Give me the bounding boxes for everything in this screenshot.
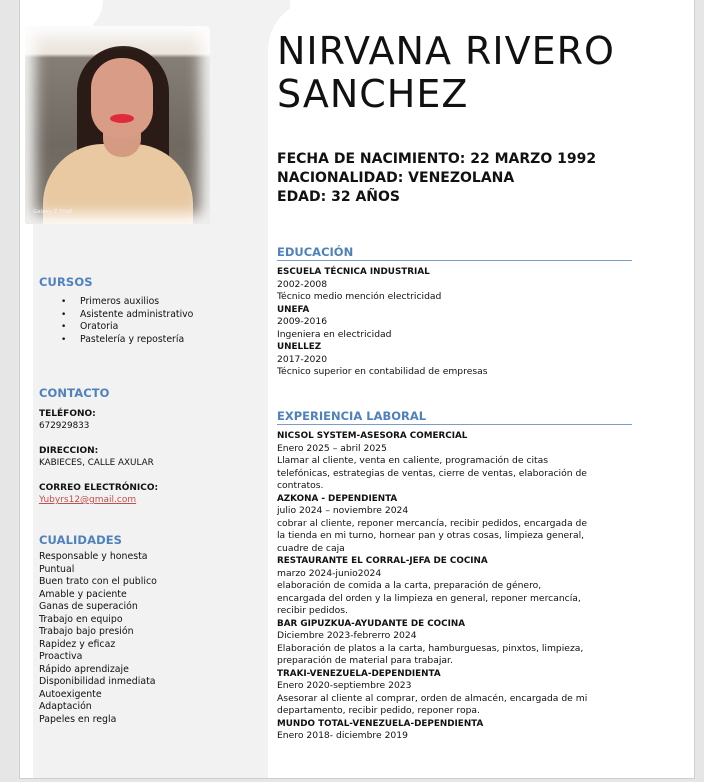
qualities-list <box>39 551 157 726</box>
list-item: • Pastelería y repostería <box>0 334 193 347</box>
job-description: contratos. <box>277 480 324 491</box>
job-period: Enero 2020-septiembre 2023 <box>277 680 412 691</box>
birth-date: FECHA DE NACIMIENTO: 22 MARZO 1992 <box>277 151 597 167</box>
section-heading: CUALIDADES <box>39 533 123 547</box>
section-heading: CURSOS <box>39 275 93 289</box>
job-description: elaboración de comida a la carta, preparación de género, <box>277 580 542 591</box>
job-period: Diciembre 2023-febrerro 2024 <box>277 630 417 641</box>
phone-value: 672929833 <box>39 421 90 431</box>
job-description: Asesorar al cliente al comprar, orden de almacén, encargada de mi <box>277 692 588 704</box>
experience-entry <box>277 430 632 493</box>
job-description: encargada del orden y la limpieza en general, reponer mercancía, <box>277 592 581 604</box>
list-item: • Oratoria <box>0 321 193 334</box>
degree: Ingeniera en electricidad <box>277 328 392 340</box>
job-period: Enero 2025 – abril 2025 <box>277 442 387 454</box>
school-name: UNELLEZ <box>277 342 322 352</box>
job-description: cobrar al cliente, reponer mercancía, recibir pedidos, encargada de <box>277 517 588 529</box>
job-title: MUNDO TOTAL-VENEZUELA-DEPENDIENTA <box>277 718 484 729</box>
school-name: ESCUELA TÉCNICA INDUSTRIAL <box>277 267 430 277</box>
job-description: recibir pedidos. <box>277 605 348 616</box>
job-description: telefónicas, estrategias de ventas, cierre de ventas, elaboración de <box>277 467 587 479</box>
list-item: Disponibilidad inmediata <box>39 676 156 687</box>
job-description: Elaboración de platos a la carta, hamburguesas, pinxtos, limpieza, <box>277 642 584 654</box>
years: 2002-2008 <box>277 278 328 290</box>
experience-entry <box>277 718 632 743</box>
job-period: julio 2024 – noviembre 2024 <box>277 505 409 516</box>
school-name: UNEFA <box>277 304 310 315</box>
list-item: Adaptación <box>39 701 92 712</box>
experience-entry <box>277 493 632 556</box>
job-description: preparación de material para trabajar. <box>277 655 453 666</box>
job-title: NICSOL SYSTEM-ASESORA COMERCIAL <box>277 431 468 441</box>
job-title: AZKONA - DEPENDIENTA <box>277 493 398 504</box>
education-entry <box>277 304 632 342</box>
list-item: Proactiva <box>39 651 83 662</box>
list-item: Ganas de superación <box>39 601 138 612</box>
experience-section <box>277 409 632 743</box>
education-entry <box>277 266 632 304</box>
section-heading: EXPERIENCIA LABORAL <box>277 409 632 425</box>
section-heading: CONTACTO <box>39 386 110 400</box>
nationality: NACIONALIDAD: VENEZOLANA <box>277 170 515 186</box>
experience-entry <box>277 668 632 718</box>
photo-caption: Galaxy Z Flip6 <box>33 209 73 215</box>
list-item: • Primeros auxilios <box>0 296 193 309</box>
contact-section <box>39 386 158 506</box>
list-item: Autoexigente <box>39 688 102 700</box>
degree: Técnico superior en contabilidad de empresas <box>277 366 488 377</box>
job-description: departamento, recibir pedido, reponer ropa. <box>277 705 480 716</box>
list-item: Rapidez y eficaz <box>39 638 116 650</box>
education-section <box>277 245 632 379</box>
degree: Técnico medio mención electricidad <box>277 291 442 302</box>
list-item: Amable y paciente <box>39 588 127 600</box>
job-description: cuadre de caja <box>277 542 345 554</box>
age: EDAD: 32 AÑOS <box>277 189 401 205</box>
list-item: Responsable y honesta <box>39 551 148 562</box>
experience-entry <box>277 618 632 668</box>
education-entry <box>277 341 632 379</box>
personal-info <box>277 150 596 207</box>
email-label: CORREO ELECTRÓNICO: <box>39 483 159 493</box>
list-item: Trabajo en equipo <box>39 613 123 625</box>
qualities-section <box>39 533 157 726</box>
years: 2009-2016 <box>277 316 328 327</box>
job-description: la tienda en mi turno, hornear pan y otras cosas, limpieza general, <box>277 530 585 541</box>
address-label: DIRECCION: <box>39 446 99 456</box>
job-period: Enero 2018- diciembre 2019 <box>277 730 408 741</box>
years: 2017-2020 <box>277 353 328 365</box>
full-name: NIRVANA RIVERO SANCHEZ <box>277 29 615 116</box>
profile-photo <box>25 26 210 224</box>
job-period: marzo 2024-junio2024 <box>277 567 382 579</box>
list-item: Buen trato con el publico <box>39 576 157 587</box>
list-item: Rápido aprendizaje <box>39 663 129 675</box>
phone-label: TELÉFONO: <box>39 409 96 419</box>
job-title: BAR GIPUZKUA-AYUDANTE DE COCINA <box>277 618 466 629</box>
list-item: Puntual <box>39 563 75 575</box>
email-link[interactable]: Yubyrs12@gmail.com <box>39 495 137 505</box>
section-heading: EDUCACIÓN <box>277 245 632 261</box>
job-title: RESTAURANTE EL CORRAL-JEFA DE COCINA <box>277 556 488 566</box>
experience-entry <box>277 555 632 618</box>
job-title: TRAKI-VENEZUELA-DEPENDIENTA <box>277 668 441 679</box>
list-item: Trabajo bajo presión <box>39 626 134 637</box>
job-description: Llamar al cliente, venta en caliente, programación de citas <box>277 455 549 466</box>
address-value: KABIECES, CALLE AXULAR <box>39 458 154 468</box>
list-item: • Asistente administrativo <box>0 309 193 322</box>
list-item: Papeles en regla <box>39 713 117 725</box>
courses-section <box>39 275 193 347</box>
